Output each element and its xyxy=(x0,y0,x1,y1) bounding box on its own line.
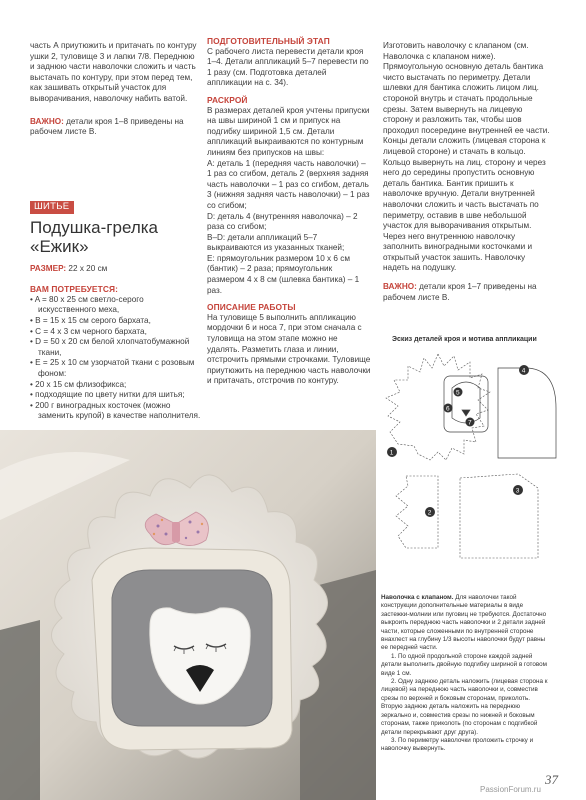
cutting-heading: РАСКРОЙ xyxy=(207,94,248,105)
scheme-label-2: 2 xyxy=(427,509,432,517)
page-number: 37 xyxy=(545,772,558,787)
cutting-d: D: деталь 4 (внутренняя наволочка) – 2 раза со сгибом; xyxy=(207,211,358,232)
important-note-2: ВАЖНО: детали кроя 1–7 приведены на рабочем листе В. xyxy=(383,282,537,302)
pattern-piece-7 xyxy=(462,410,470,416)
list-item: • 20 x 15 см флизофикса; xyxy=(30,380,202,391)
scheme-title: Эскиз деталей кроя и мотива аппликации xyxy=(392,336,537,343)
cutting-text: В размерах деталей кроя учтены припуски на швы шириной 1 см и припуск на подгибку шириной 1,5 см. Детали аппликаций выкраиваются по контурным линиям без припусков на швы: xyxy=(207,105,370,157)
list-item: • B = 15 x 15 см серого бархата, xyxy=(30,316,202,327)
column-3 xyxy=(383,41,551,303)
watermark: PassionForum.ru xyxy=(480,785,541,794)
note-step-1: 1. По одной продольной стороне каждой задней детали выполнить двойную подгибку шириной в готовом виде 1 см. xyxy=(381,652,547,677)
project-section xyxy=(30,201,202,422)
list-item: • E = 25 x 10 см узорчатой ткани с розовым фоном: xyxy=(30,358,202,379)
hedgehog-pillow-photo xyxy=(0,430,376,800)
column-1-top xyxy=(30,41,200,138)
category-tag: ШИТЬЕ xyxy=(30,201,74,214)
note-intro: Наволочка с клапаном. Для наволочки такой конструкции дополнительные материалы в виде застежки-молнии или пуговиц не требуются. Достаточно выкроить переднюю часть наволочки и 2 детали задней части, которые сложенными по внутренней стороне внахлест на глубину 1/3 высоты наволочки будут равны ее передней части. xyxy=(381,594,547,652)
pattern-piece-1 xyxy=(386,354,490,460)
size-line: РАЗМЕР: 22 x 20 см xyxy=(30,263,108,273)
pattern-scheme xyxy=(378,348,568,586)
important-note-1: ВАЖНО: детали кроя 1–8 приведены на рабочем листе В. xyxy=(30,116,184,137)
list-item: • A = 80 x 25 см светло-серого искусственного меха, xyxy=(30,295,202,316)
list-item: • C = 4 x 3 см черного бархата, xyxy=(30,327,202,338)
scheme-label-3: 3 xyxy=(515,487,520,495)
scheme-label-1: 1 xyxy=(389,449,394,457)
note-step-2: 2. Одну заднюю деталь наложить (лицевая сторона к лицевой) на переднюю часть наволочки и, совместив срезы по верхней и боковым сторонам, приколоть. Вторую заднюю деталь наложить на переднюю зеркально и, совместив срезы по нижней и боковым сторонам, также приколоть (по сторонам с подгибкой детали перекрывают друг друга). xyxy=(381,678,548,736)
note-step-3: 3. По периметру наволочки проложить строчку и наволочку вывернуть. xyxy=(381,736,534,753)
list-item: • подходящие по цвету нитки для шитья; xyxy=(30,390,202,401)
pattern-piece-3 xyxy=(460,474,538,558)
cutting-e: E: прямоугольник размером 10 x 6 см (бантик) – 2 раза; прямоугольник размером 4 x 8 см (шлевка бантика) – 1 раз. xyxy=(207,253,360,295)
pattern-piece-4 xyxy=(498,368,556,458)
intro-paragraph: часть А приутюжить и притачать по контуру ушки 2, туловище 3 и лапки 7/8. Переднюю и заднюю части наволочки сложить и часть выстачать по контуру, при этом перед тем, как зашивать открытый участок для выворачивания, наволочку набить ватой. xyxy=(30,41,197,103)
cutting-bd: B–D: детали аппликаций 5–7 выкраиваются из указанных тканей; xyxy=(207,232,345,253)
materials-heading: ВАМ ПОТРЕБУЕТСЯ: xyxy=(30,284,118,295)
scheme-label-6: 6 xyxy=(446,405,450,413)
envelope-case-note xyxy=(381,594,549,754)
scheme-label-4: 4 xyxy=(521,367,526,375)
column-2 xyxy=(207,36,372,387)
project-title: Подушка-грелка «Ежик» xyxy=(30,217,159,256)
scheme-label-5: 5 xyxy=(456,389,460,397)
list-item: • 200 г виноградных косточек (можно заменить крупой) в качестве наполнителя. xyxy=(30,401,202,422)
scheme-label-7: 7 xyxy=(468,419,472,427)
work-text: На туловище 5 выполнить аппликацию мордочки 6 и носа 7, при этом сначала с туловища на этом этапе можно не удалять. Разметить глаза и линии, отстрочить прямыми строчками. Туловище приутюжить на переднюю часть наволочки и притачать, отстрочив по контуру. xyxy=(207,312,371,386)
prep-text: С рабочего листа перевести детали кроя 1–4. Детали аппликаций 5–7 перевести по 1 разу (см. Подготовка деталей аппликации на с. 34). xyxy=(207,46,369,88)
materials-list xyxy=(30,295,202,422)
cutting-a: A: деталь 1 (передняя часть наволочки) – 1 раз со сгибом, деталь 2 (верхняя задняя часть наволочки – 1 раз со сгибом, деталь 3 (нижняя задняя часть наволочки) – 1 раз со сгибом; xyxy=(207,158,370,210)
work-heading: ОПИСАНИЕ РАБОТЫ xyxy=(207,302,296,313)
list-item: • D = 50 x 20 см белой хлопчатобумажной ткани, xyxy=(30,337,202,358)
prep-heading: ПОДГОТОВИТЕЛЬНЫЙ ЭТАП xyxy=(207,36,330,46)
assembly-text: Изготовить наволочку с клапаном (см. Наволочка с клапаном ниже). Прямоугольную основную деталь бантика чисто выстачать по периметру. Детали шлевки для бантика сложить лицом лиц. стороной внутрь и стачать продольные срезы. Затем вывернуть на лицевую сторону и разложить так, чтобы шов проходил посередине внутренней ее части. Концы детали сложить (лицевая сторона к лицевой стороне) и стачать в кольцо. Кольцо вывернуть на лиц. сторону и через него до середины пропустить основную деталь бантика. Бантик пришить к наволочке вручную. Детали внутренней наволочки сложить и часть выстачать по периметру, оставив в шве небольшой участок для выворачивания открытым. Через него внутреннюю наволочку заполнить виноградными косточками и открытый участок зашить. Наволочку надеть на подушку. xyxy=(383,41,550,273)
